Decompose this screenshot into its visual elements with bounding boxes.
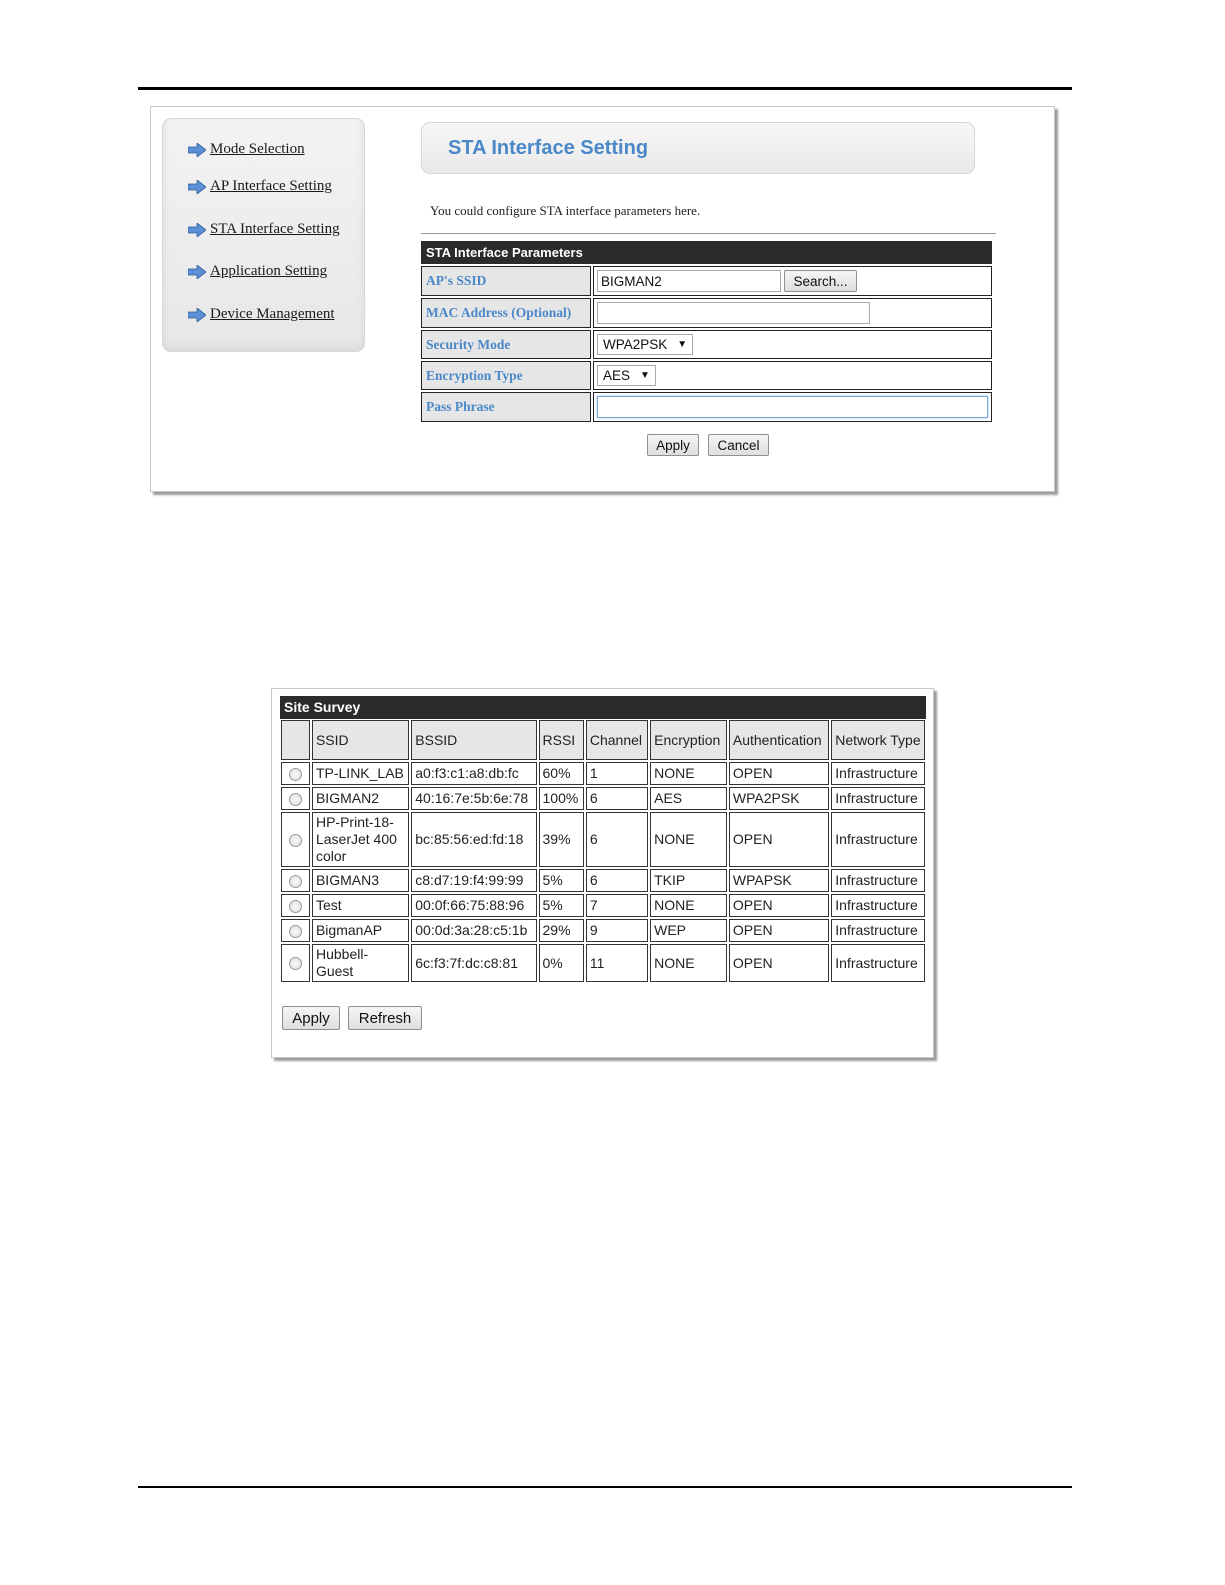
table-cell: 29% [539, 919, 584, 942]
params-header: STA Interface Parameters [421, 241, 992, 264]
table-row [281, 812, 925, 867]
column-header: SSID [312, 720, 409, 760]
table-cell: 39% [539, 812, 584, 867]
pass-phrase-input[interactable] [597, 396, 988, 418]
arrow-right-icon [188, 265, 206, 279]
cancel-button[interactable]: Cancel [708, 434, 769, 456]
pass-label: Pass Phrase [421, 392, 591, 422]
table-cell: AES [650, 787, 727, 810]
security-value-cell [593, 330, 992, 359]
encryption-value-cell [593, 361, 992, 390]
table-cell: BIGMAN3 [312, 869, 409, 892]
row-select-cell [281, 762, 310, 785]
table-header-row [281, 720, 925, 760]
apply-button[interactable]: Apply [647, 434, 699, 456]
row-select-cell [281, 869, 310, 892]
encryption-label: Encryption Type [421, 361, 591, 390]
sta-parameters-table [421, 241, 992, 422]
sta-setting-panel [150, 106, 1055, 492]
table-cell: 5% [539, 894, 584, 917]
sidebar [162, 118, 365, 352]
dropdown-caret-icon: ▼ [677, 339, 688, 350]
column-header: Channel [586, 720, 648, 760]
column-header: RSSI [539, 720, 584, 760]
table-cell: OPEN [729, 762, 829, 785]
table-cell: OPEN [729, 812, 829, 867]
table-cell: WPAPSK [729, 869, 829, 892]
security-mode-value: WPA2PSK [603, 337, 668, 352]
table-cell: Infrastructure [831, 762, 925, 785]
arrow-right-icon [188, 223, 206, 237]
select-column-header [281, 720, 310, 760]
top-rule [138, 87, 1072, 90]
survey-refresh-button[interactable]: Refresh [348, 1006, 422, 1030]
table-cell: 11 [586, 944, 648, 982]
encryption-type-select[interactable] [597, 365, 656, 386]
column-header: BSSID [411, 720, 536, 760]
ssid-label: AP's SSID [421, 266, 591, 296]
table-cell: BigmanAP [312, 919, 409, 942]
table-cell: 6 [586, 869, 648, 892]
mac-address-input[interactable] [597, 302, 870, 324]
encryption-type-value: AES [603, 368, 631, 383]
row-select-cell [281, 944, 310, 982]
table-cell: BIGMAN2 [312, 787, 409, 810]
table-cell: HP-Print-18-LaserJet 400 color [312, 812, 409, 867]
arrow-right-icon [188, 180, 206, 194]
mac-value-cell [593, 298, 992, 328]
table-cell: 40:16:7e:5b:6e:78 [411, 787, 536, 810]
table-cell: Infrastructure [831, 894, 925, 917]
row-select-cell [281, 812, 310, 867]
arrow-right-icon [188, 143, 206, 157]
site-survey-table [279, 718, 927, 984]
table-cell: TKIP [650, 869, 727, 892]
mac-row [421, 298, 992, 328]
ssid-value-cell [593, 266, 992, 296]
ssid-row [421, 266, 992, 296]
table-row [281, 762, 925, 785]
table-cell: 60% [539, 762, 584, 785]
table-cell: 00:0f:66:75:88:96 [411, 894, 536, 917]
column-header: Authentication [729, 720, 829, 760]
nav-label: Device Management [210, 306, 335, 322]
table-row [281, 919, 925, 942]
nav-label: AP Interface Setting [210, 178, 332, 194]
table-cell: Infrastructure [831, 812, 925, 867]
divider [421, 233, 996, 234]
search-button[interactable]: Search... [784, 270, 857, 292]
table-cell: Infrastructure [831, 919, 925, 942]
table-cell: OPEN [729, 894, 829, 917]
survey-apply-button[interactable]: Apply [282, 1006, 340, 1030]
table-cell: NONE [650, 762, 727, 785]
column-header: Encryption [650, 720, 727, 760]
nav-ap-interface-setting[interactable] [188, 178, 332, 195]
table-cell: TP-LINK_LAB [312, 762, 409, 785]
table-cell: NONE [650, 812, 727, 867]
table-cell: NONE [650, 944, 727, 982]
nav-sta-interface-setting[interactable] [188, 221, 340, 238]
row-radio-button[interactable] [289, 925, 302, 938]
nav-label: STA Interface Setting [210, 221, 340, 237]
pass-value-cell [593, 392, 992, 422]
table-cell: WEP [650, 919, 727, 942]
site-survey-title: Site Survey [280, 696, 926, 719]
page-title: STA Interface Setting [448, 137, 649, 159]
table-cell: a0:f3:c1:a8:db:fc [411, 762, 536, 785]
survey-rows [281, 762, 925, 982]
security-mode-select[interactable] [597, 334, 693, 355]
page-title-box [421, 122, 975, 174]
table-cell: 6 [586, 787, 648, 810]
arrow-right-icon [188, 308, 206, 322]
nav-mode-selection[interactable] [188, 141, 305, 158]
table-row [281, 944, 925, 982]
table-cell: 0% [539, 944, 584, 982]
column-header: Network Type [831, 720, 925, 760]
page-description: You could configure STA interface parameters here. [430, 203, 701, 218]
row-radio-button[interactable] [289, 875, 302, 888]
table-cell: WPA2PSK [729, 787, 829, 810]
row-radio-button[interactable] [289, 768, 302, 781]
table-cell: NONE [650, 894, 727, 917]
row-select-cell [281, 787, 310, 810]
security-row [421, 330, 992, 359]
table-row [281, 787, 925, 810]
table-cell: 9 [586, 919, 648, 942]
table-row [281, 894, 925, 917]
table-cell: 5% [539, 869, 584, 892]
table-cell: 7 [586, 894, 648, 917]
dropdown-caret-icon: ▼ [640, 370, 650, 381]
table-cell: OPEN [729, 919, 829, 942]
row-select-cell [281, 919, 310, 942]
encryption-row [421, 361, 992, 390]
table-cell: 6 [586, 812, 648, 867]
table-cell: Infrastructure [831, 944, 925, 982]
table-cell: Infrastructure [831, 869, 925, 892]
row-select-cell [281, 894, 310, 917]
table-cell: 100% [539, 787, 584, 810]
nav-device-management[interactable] [188, 306, 335, 323]
row-radio-button[interactable] [289, 834, 302, 847]
table-cell: Test [312, 894, 409, 917]
table-cell: 1 [586, 762, 648, 785]
row-radio-button[interactable] [289, 793, 302, 806]
site-survey-panel [271, 688, 934, 1058]
table-cell: 6c:f3:7f:dc:c8:81 [411, 944, 536, 982]
row-radio-button[interactable] [289, 957, 302, 970]
security-label: Security Mode [421, 330, 591, 359]
table-cell: Infrastructure [831, 787, 925, 810]
pass-row [421, 392, 992, 422]
table-cell: Hubbell-Guest [312, 944, 409, 982]
nav-application-setting[interactable] [188, 263, 327, 280]
table-cell: 00:0d:3a:28:c5:1b [411, 919, 536, 942]
table-row [281, 869, 925, 892]
nav-label: Mode Selection [210, 141, 305, 157]
table-cell: OPEN [729, 944, 829, 982]
bottom-rule [138, 1486, 1072, 1488]
nav-label: Application Setting [210, 263, 328, 279]
ssid-input[interactable] [597, 270, 781, 292]
mac-label: MAC Address (Optional) [421, 298, 591, 328]
row-radio-button[interactable] [289, 900, 302, 913]
table-cell: c8:d7:19:f4:99:99 [411, 869, 536, 892]
table-cell: bc:85:56:ed:fd:18 [411, 812, 536, 867]
